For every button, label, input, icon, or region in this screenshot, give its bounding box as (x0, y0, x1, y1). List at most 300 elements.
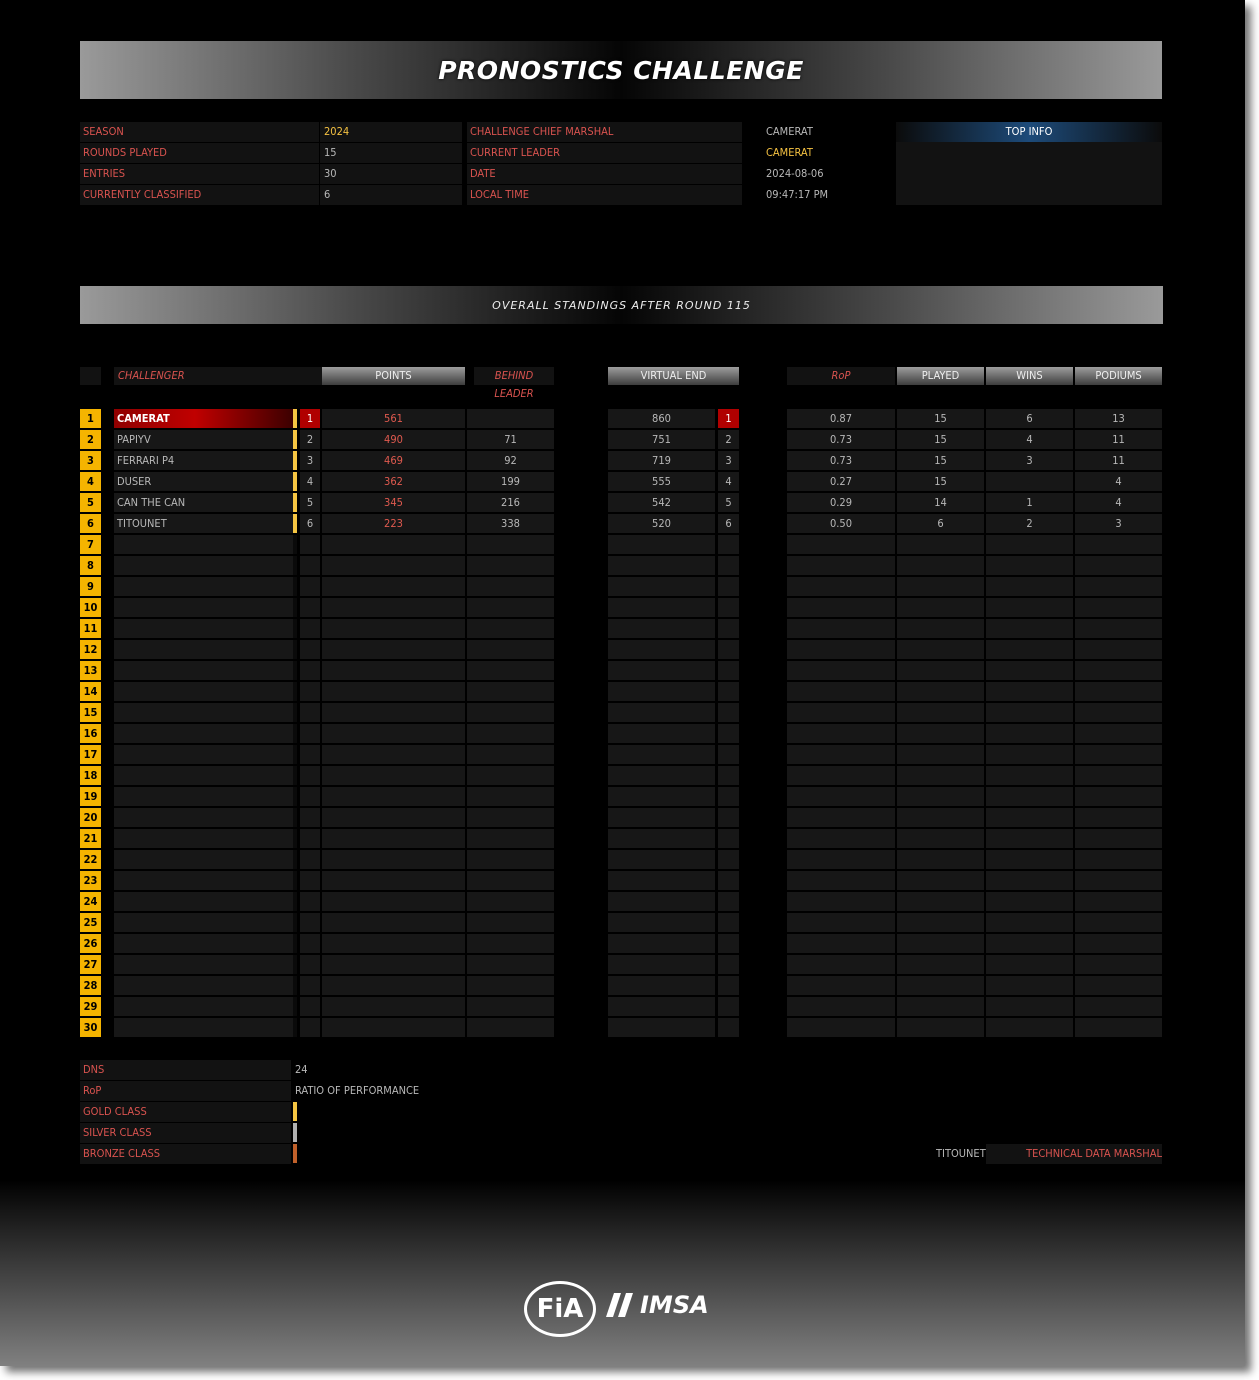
class-swatch (293, 766, 297, 785)
position-badge: 18 (80, 766, 101, 785)
podiums-value (1075, 892, 1162, 911)
footer-role: TECHNICAL DATA MARSHAL (986, 1144, 1162, 1164)
rop-value (787, 871, 895, 890)
entries-label: ENTRIES (80, 164, 319, 184)
wins-value: 6 (986, 409, 1073, 428)
rop-value (787, 535, 895, 554)
virtual-end-value (608, 661, 715, 680)
position-badge: 27 (80, 955, 101, 974)
class-swatch (293, 514, 297, 533)
points-value (322, 535, 465, 554)
played-value (897, 1018, 984, 1037)
played-value (897, 766, 984, 785)
virtual-rank: 1 (718, 409, 739, 428)
virtual-rank (718, 976, 739, 995)
challenger-name (114, 913, 294, 932)
class-swatch (293, 829, 297, 848)
podiums-value (1075, 871, 1162, 890)
podiums-value: 11 (1075, 451, 1162, 470)
wins-value (986, 640, 1073, 659)
position-badge: 8 (80, 556, 101, 575)
played-value (897, 829, 984, 848)
class-rank (300, 703, 320, 722)
points-value (322, 808, 465, 827)
class-rank (300, 850, 320, 869)
virtual-end-value: 555 (608, 472, 715, 491)
played-value (897, 661, 984, 680)
virtual-rank: 3 (718, 451, 739, 470)
class-rank (300, 640, 320, 659)
class-swatch (293, 619, 297, 638)
virtual-rank (718, 661, 739, 680)
virtual-rank (718, 808, 739, 827)
points-value (322, 892, 465, 911)
virtual-end-value (608, 640, 715, 659)
class-swatch (293, 703, 297, 722)
class-swatch (293, 808, 297, 827)
points-value: 561 (322, 409, 465, 428)
behind-leader-value (467, 598, 554, 617)
class-swatch (293, 472, 297, 491)
challenger-name (114, 577, 294, 596)
bronze-class-swatch (293, 1144, 297, 1163)
class-rank (300, 976, 320, 995)
points-value (322, 871, 465, 890)
position-badge: 13 (80, 661, 101, 680)
points-value (322, 598, 465, 617)
wins-value (986, 997, 1073, 1016)
played-value (897, 808, 984, 827)
podiums-value (1075, 640, 1162, 659)
challenger-name (114, 556, 294, 575)
position-badge: 7 (80, 535, 101, 554)
class-swatch (293, 493, 297, 512)
class-rank (300, 934, 320, 953)
points-value (322, 703, 465, 722)
position-badge: 21 (80, 829, 101, 848)
virtual-rank (718, 997, 739, 1016)
virtual-end-value (608, 598, 715, 617)
challenger-name: CAN THE CAN (114, 493, 294, 512)
position-badge: 20 (80, 808, 101, 827)
played-value: 6 (897, 514, 984, 533)
virtual-rank (718, 535, 739, 554)
class-swatch (293, 556, 297, 575)
virtual-rank (718, 850, 739, 869)
challenger-name (114, 850, 294, 869)
rop-value (787, 808, 895, 827)
wins-value (986, 619, 1073, 638)
virtual-rank (718, 619, 739, 638)
class-swatch (293, 661, 297, 680)
virtual-rank: 5 (718, 493, 739, 512)
challenger-name (114, 997, 294, 1016)
page-title: PRONOSTICS CHALLENGE (438, 55, 804, 85)
standings-banner (80, 286, 1163, 324)
played-value: 15 (897, 451, 984, 470)
played-value (897, 598, 984, 617)
rop-value: 0.73 (787, 430, 895, 449)
behind-leader-value (467, 745, 554, 764)
virtual-end-value (608, 955, 715, 974)
local-time-label: LOCAL TIME (467, 185, 742, 205)
wins-value (986, 535, 1073, 554)
behind-leader-value (467, 955, 554, 974)
position-badge: 30 (80, 1018, 101, 1037)
behind-leader-value (467, 934, 554, 953)
class-swatch (293, 577, 297, 596)
class-swatch (293, 724, 297, 743)
behind-leader-value (467, 619, 554, 638)
date-value: 2024-08-06 (762, 164, 894, 184)
challenger-name (114, 766, 294, 785)
played-value: 15 (897, 430, 984, 449)
challenger-name (114, 955, 294, 974)
podiums-value: 4 (1075, 493, 1162, 512)
position-badge: 23 (80, 871, 101, 890)
podiums-value (1075, 703, 1162, 722)
behind-leader-value (467, 892, 554, 911)
points-value (322, 913, 465, 932)
podiums-value (1075, 619, 1162, 638)
virtual-rank (718, 871, 739, 890)
behind-leader-value (467, 850, 554, 869)
behind-leader-value (467, 997, 554, 1016)
behind-leader-value (467, 913, 554, 932)
virtual-end-value (608, 745, 715, 764)
virtual-rank: 6 (718, 514, 739, 533)
virtual-rank (718, 1018, 739, 1037)
virtual-end-value (608, 535, 715, 554)
position-badge: 3 (80, 451, 101, 470)
rop-value (787, 976, 895, 995)
rop-value (787, 934, 895, 953)
behind-leader-value (467, 682, 554, 701)
local-time-value: 09:47:17 PM (762, 185, 894, 205)
behind-leader-value: 338 (467, 514, 554, 533)
played-header: PLAYED (897, 367, 984, 385)
played-value (897, 934, 984, 953)
virtual-rank (718, 745, 739, 764)
behind-leader-header: BEHIND LEADER (474, 367, 554, 385)
rop-value (787, 787, 895, 806)
podiums-value: 11 (1075, 430, 1162, 449)
virtual-end-value: 751 (608, 430, 715, 449)
virtual-rank (718, 703, 739, 722)
challenger-name (114, 934, 294, 953)
points-value (322, 787, 465, 806)
podiums-value (1075, 808, 1162, 827)
podiums-value (1075, 577, 1162, 596)
virtual-end-value (608, 913, 715, 932)
wins-value (986, 682, 1073, 701)
played-value (897, 997, 984, 1016)
class-swatch (293, 535, 297, 554)
chief-marshal-label: CHALLENGE CHIEF MARSHAL (467, 122, 742, 142)
wins-value (986, 661, 1073, 680)
rop-value (787, 619, 895, 638)
rop-value: 0.29 (787, 493, 895, 512)
virtual-end-header: VIRTUAL END (608, 367, 739, 385)
wins-value: 4 (986, 430, 1073, 449)
dns-value: 24 (295, 1063, 308, 1076)
played-value (897, 955, 984, 974)
position-badge: 14 (80, 682, 101, 701)
points-value (322, 997, 465, 1016)
challenger-name (114, 598, 294, 617)
challenger-name (114, 640, 294, 659)
wins-value (986, 577, 1073, 596)
virtual-rank (718, 913, 739, 932)
points-value (322, 640, 465, 659)
points-value (322, 724, 465, 743)
position-badge: 22 (80, 850, 101, 869)
behind-leader-value (467, 766, 554, 785)
position-badge: 1 (80, 409, 101, 428)
podiums-value (1075, 976, 1162, 995)
points-header: POINTS (322, 367, 465, 385)
virtual-end-value (608, 871, 715, 890)
class-swatch (293, 913, 297, 932)
played-value (897, 556, 984, 575)
virtual-rank (718, 955, 739, 974)
wins-value (986, 766, 1073, 785)
challenger-name (114, 871, 294, 890)
virtual-end-value (608, 808, 715, 827)
challenger-name: FERRARI P4 (114, 451, 294, 470)
behind-leader-value (467, 1018, 554, 1037)
title-banner (80, 41, 1162, 99)
podiums-value (1075, 598, 1162, 617)
played-value (897, 619, 984, 638)
position-badge: 26 (80, 934, 101, 953)
wins-value (986, 976, 1073, 995)
points-value (322, 766, 465, 785)
podiums-value (1075, 829, 1162, 848)
rop-value (787, 850, 895, 869)
class-swatch (293, 682, 297, 701)
virtual-end-value (608, 976, 715, 995)
podiums-value (1075, 766, 1162, 785)
points-value (322, 682, 465, 701)
dns-label: DNS (80, 1060, 291, 1080)
behind-leader-value: 71 (467, 430, 554, 449)
silver-class-swatch (293, 1123, 297, 1142)
position-badge: 24 (80, 892, 101, 911)
class-rank (300, 955, 320, 974)
challenger-name (114, 1018, 294, 1037)
virtual-rank (718, 640, 739, 659)
points-value (322, 955, 465, 974)
class-rank (300, 913, 320, 932)
class-swatch (293, 787, 297, 806)
virtual-rank: 4 (718, 472, 739, 491)
class-rank: 1 (300, 409, 320, 428)
challenger-name (114, 892, 294, 911)
behind-leader-value (467, 808, 554, 827)
played-value: 15 (897, 472, 984, 491)
class-rank: 4 (300, 472, 320, 491)
podiums-value (1075, 934, 1162, 953)
podiums-value (1075, 913, 1162, 932)
podiums-value (1075, 724, 1162, 743)
points-value (322, 850, 465, 869)
played-value (897, 724, 984, 743)
position-badge: 6 (80, 514, 101, 533)
current-leader-label: CURRENT LEADER (467, 143, 742, 163)
rop-value (787, 997, 895, 1016)
wins-value (986, 934, 1073, 953)
chief-marshal-value: CAMERAT (762, 122, 894, 142)
challenger-name: TITOUNET (114, 514, 294, 533)
behind-leader-value (467, 661, 554, 680)
bronze-class-label: BRONZE CLASS (80, 1144, 291, 1164)
wins-value: 3 (986, 451, 1073, 470)
season-value: 2024 (320, 122, 462, 142)
virtual-rank (718, 598, 739, 617)
wins-value (986, 892, 1073, 911)
virtual-end-value (608, 724, 715, 743)
class-swatch (293, 1018, 297, 1037)
wins-header: WINS (986, 367, 1073, 385)
played-value: 14 (897, 493, 984, 512)
podiums-value: 4 (1075, 472, 1162, 491)
virtual-end-value (608, 619, 715, 638)
podiums-value: 13 (1075, 409, 1162, 428)
played-value (897, 640, 984, 659)
class-swatch (293, 997, 297, 1016)
wins-value (986, 871, 1073, 890)
wins-value (986, 703, 1073, 722)
rop-value (787, 556, 895, 575)
virtual-end-value: 520 (608, 514, 715, 533)
class-rank (300, 1018, 320, 1037)
challenger-name (114, 976, 294, 995)
class-rank (300, 661, 320, 680)
virtual-end-value: 719 (608, 451, 715, 470)
podiums-value (1075, 997, 1162, 1016)
played-value (897, 976, 984, 995)
current-leader-value: CAMERAT (762, 143, 894, 163)
class-rank (300, 871, 320, 890)
points-value: 345 (322, 493, 465, 512)
virtual-rank (718, 556, 739, 575)
class-rank (300, 745, 320, 764)
rop-value (787, 913, 895, 932)
entries-value: 30 (320, 164, 462, 184)
fia-logo: FiA (524, 1281, 596, 1337)
challenger-name (114, 703, 294, 722)
virtual-rank (718, 829, 739, 848)
podiums-value (1075, 661, 1162, 680)
rop-value (787, 1018, 895, 1037)
virtual-rank (718, 682, 739, 701)
points-value (322, 829, 465, 848)
challenger-name (114, 661, 294, 680)
rop-legend-label: RoP (80, 1081, 291, 1101)
season-label: SEASON (80, 122, 319, 142)
classified-label: CURRENTLY CLASSIFIED (80, 185, 319, 205)
class-rank (300, 829, 320, 848)
wins-value (986, 829, 1073, 848)
virtual-end-value (608, 934, 715, 953)
class-rank: 2 (300, 430, 320, 449)
silver-class-label: SILVER CLASS (80, 1123, 291, 1143)
footer-name: TITOUNET (936, 1147, 986, 1160)
points-value (322, 1018, 465, 1037)
behind-leader-value (467, 577, 554, 596)
played-value (897, 577, 984, 596)
wins-value (986, 745, 1073, 764)
challenger-name (114, 535, 294, 554)
class-rank: 5 (300, 493, 320, 512)
played-value: 15 (897, 409, 984, 428)
imsa-stripes-icon (606, 1293, 640, 1317)
virtual-end-value (608, 850, 715, 869)
class-swatch (293, 850, 297, 869)
podiums-value (1075, 535, 1162, 554)
position-badge: 25 (80, 913, 101, 932)
behind-leader-value (467, 535, 554, 554)
rop-value (787, 640, 895, 659)
podiums-value (1075, 745, 1162, 764)
behind-leader-value (467, 829, 554, 848)
virtual-rank (718, 787, 739, 806)
class-rank (300, 766, 320, 785)
virtual-end-value (608, 556, 715, 575)
class-swatch (293, 934, 297, 953)
virtual-end-value (608, 703, 715, 722)
class-swatch (293, 745, 297, 764)
rounds-played-value: 15 (320, 143, 462, 163)
rop-value (787, 745, 895, 764)
top-info-panel (896, 142, 1162, 205)
points-value: 490 (322, 430, 465, 449)
rop-value: 0.73 (787, 451, 895, 470)
played-value (897, 703, 984, 722)
points-value (322, 661, 465, 680)
rounds-played-label: ROUNDS PLAYED (80, 143, 319, 163)
behind-leader-value (467, 787, 554, 806)
class-swatch (293, 640, 297, 659)
classified-value: 6 (320, 185, 462, 205)
position-badge: 28 (80, 976, 101, 995)
wins-value (986, 724, 1073, 743)
challenger-name (114, 745, 294, 764)
played-value (897, 913, 984, 932)
rop-value (787, 703, 895, 722)
played-value (897, 871, 984, 890)
position-badge: 10 (80, 598, 101, 617)
wins-value (986, 1018, 1073, 1037)
virtual-end-value (608, 682, 715, 701)
behind-leader-value (467, 556, 554, 575)
challenger-name (114, 808, 294, 827)
gold-class-swatch (293, 1102, 297, 1121)
position-badge: 11 (80, 619, 101, 638)
virtual-end-value (608, 1018, 715, 1037)
class-swatch (293, 871, 297, 890)
wins-value (986, 850, 1073, 869)
rop-value (787, 682, 895, 701)
behind-leader-value (467, 640, 554, 659)
points-value (322, 976, 465, 995)
position-badge: 19 (80, 787, 101, 806)
gold-class-label: GOLD CLASS (80, 1102, 291, 1122)
class-swatch (293, 892, 297, 911)
rop-value (787, 577, 895, 596)
podiums-value (1075, 556, 1162, 575)
